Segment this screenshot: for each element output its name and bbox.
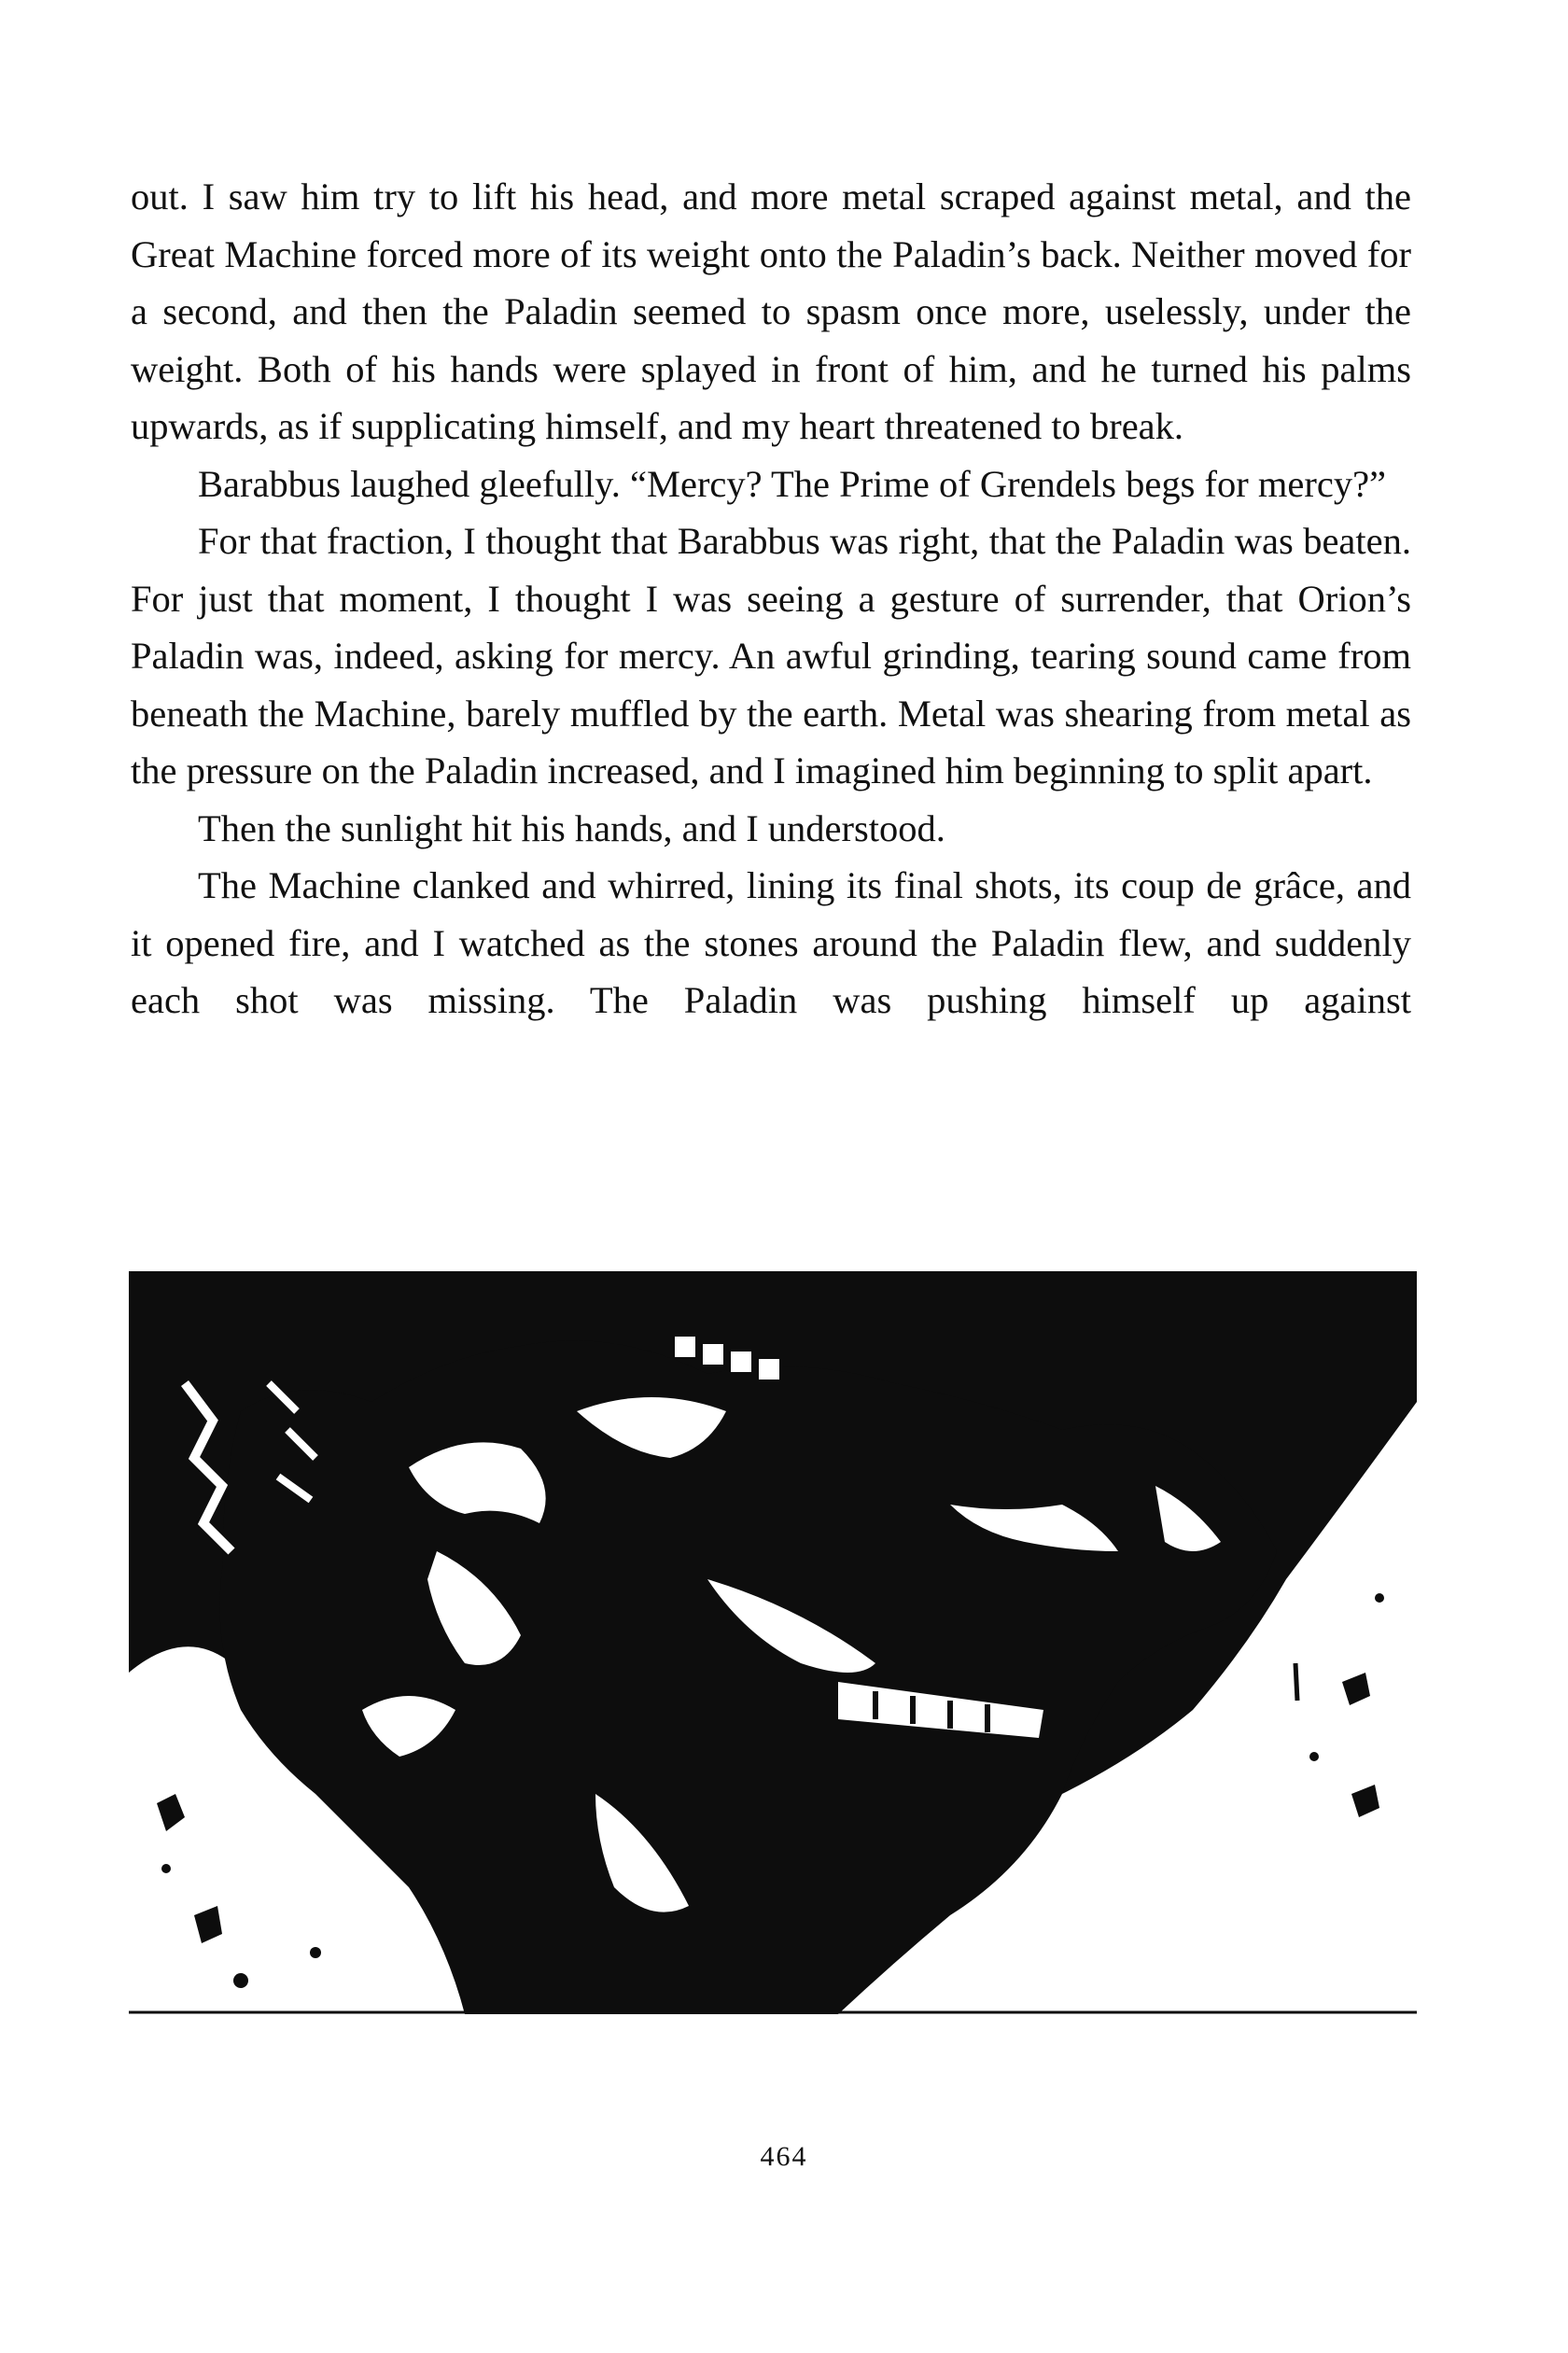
paragraph-sunlight: Then the sunlight hit his hands, and I understood.	[198, 806, 945, 849]
paragraph-continuation: out. I saw him try to lift his head, and more metal scraped against metal, and the Great Machine forced more of its weight onto the Paladin’s back. Neither moved for a second, and then the Paladin seemed to spasm once more, uselessly, under the weight. Both of his hands were splayed in front of him, and he turned his palms upwards, as if supplicating himself, and my heart threatened to break.	[131, 175, 1411, 447]
ink-illustration-armored-figure-icon	[129, 1271, 1417, 2014]
paragraph-dialogue: Barabbus laughed gleefully. “Mercy? The Prime of Grendels begs for mercy?”	[198, 462, 1387, 505]
page-number: 464	[760, 2141, 808, 2172]
body-text	[131, 168, 1411, 1029]
paragraph-machine-fires: The Machine clanked and whirred, lining its final shots, its coup de grâce, and it opened fire, and I watched as the stones around the Paladin flew, and suddenly each shot was missing. The Paladin was pushing himself up against	[131, 864, 1411, 1021]
paragraph-surrender: For that fraction, I thought that Barabbus was right, that the Paladin was beaten. For just that moment, I thought I was seeing a gesture of surrender, that Orion’s Paladin was, indeed, asking for mercy. An awful grinding, tearing sound came from beneath the Machine, barely muffled by the earth. Metal was shearing from metal as the pressure on the Paladin increased, and I imagined him beginning to split apart.	[131, 520, 1411, 791]
